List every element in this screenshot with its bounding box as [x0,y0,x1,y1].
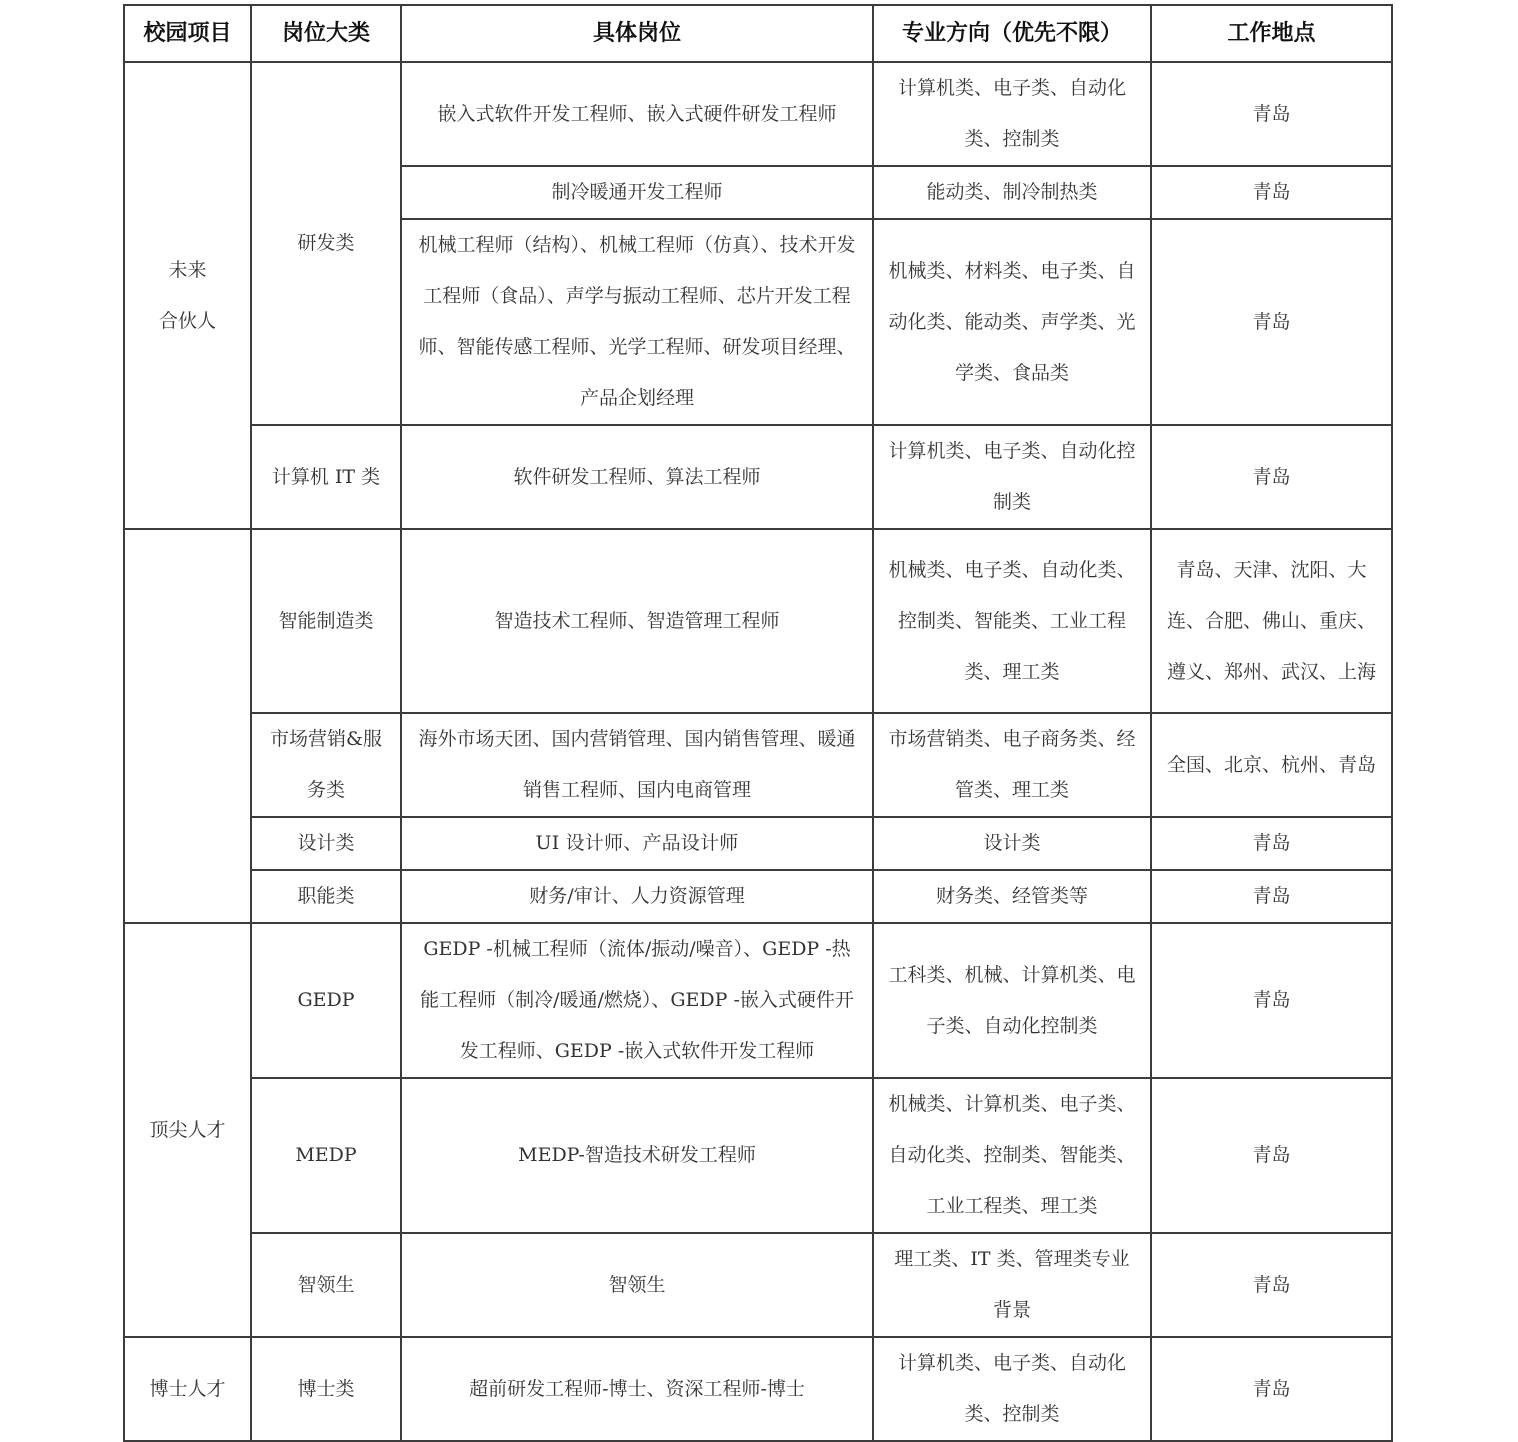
table-row [124,923,1392,1078]
table-row [124,1078,1392,1233]
table-row [124,817,1392,870]
position-cell: UI 设计师、产品设计师 [401,817,873,870]
header-row [124,5,1392,62]
location-cell: 青岛 [1151,62,1392,166]
location-cell: 青岛 [1151,817,1392,870]
category-cell: 计算机 IT 类 [251,425,401,529]
table-row [124,529,1392,713]
location-cell: 青岛 [1151,166,1392,219]
position-cell: GEDP -机械工程师（流体/振动/噪音）、GEDP -热能工程师（制冷/暖通/燃烧）、GEDP -嵌入式硬件开发工程师、GEDP -嵌入式软件开发工程师 [401,923,873,1078]
category-cell: 职能类 [251,870,401,923]
table-row [124,62,1392,166]
major-cell: 计算机类、电子类、自动化控制类 [873,425,1151,529]
header-project: 校园项目 [124,5,251,62]
location-cell: 全国、北京、杭州、青岛 [1151,713,1392,817]
project-cell: 顶尖人才 [124,923,251,1337]
location-cell: 青岛 [1151,1233,1392,1337]
header-category: 岗位大类 [251,5,401,62]
category-cell: 市场营销&服务类 [251,713,401,817]
major-cell: 工科类、机械、计算机类、电子类、自动化控制类 [873,923,1151,1078]
location-cell: 青岛 [1151,923,1392,1078]
position-cell: 财务/审计、人力资源管理 [401,870,873,923]
major-cell: 能动类、制冷制热类 [873,166,1151,219]
category-cell: MEDP [251,1078,401,1233]
header-position: 具体岗位 [401,5,873,62]
category-cell: 智能制造类 [251,529,401,713]
position-cell: 智造技术工程师、智造管理工程师 [401,529,873,713]
position-cell: 智领生 [401,1233,873,1337]
major-cell: 理工类、IT 类、管理类专业背景 [873,1233,1151,1337]
major-cell: 财务类、经管类等 [873,870,1151,923]
position-cell: 嵌入式软件开发工程师、嵌入式硬件研发工程师 [401,62,873,166]
major-cell: 设计类 [873,817,1151,870]
header-major: 专业方向（优先不限） [873,5,1151,62]
location-cell: 青岛、天津、沈阳、大连、合肥、佛山、重庆、遵义、郑州、武汉、上海 [1151,529,1392,713]
major-cell: 机械类、电子类、自动化类、控制类、智能类、工业工程类、理工类 [873,529,1151,713]
category-cell: 设计类 [251,817,401,870]
position-cell: 机械工程师（结构）、机械工程师（仿真）、技术开发工程师（食品）、声学与振动工程师、芯片开发工程师、智能传感工程师、光学工程师、研发项目经理、产品企划经理 [401,219,873,425]
position-cell: MEDP-智造技术研发工程师 [401,1078,873,1233]
category-cell: GEDP [251,923,401,1078]
table-row [124,425,1392,529]
project-cell: 未来 合伙人 [124,62,251,529]
major-cell: 机械类、材料类、电子类、自动化类、能动类、声学类、光学类、食品类 [873,219,1151,425]
major-cell: 计算机类、电子类、自动化类、控制类 [873,1337,1151,1441]
table-row [124,1233,1392,1337]
major-cell: 计算机类、电子类、自动化类、控制类 [873,62,1151,166]
category-cell: 智领生 [251,1233,401,1337]
project-cell [124,529,251,923]
location-cell: 青岛 [1151,870,1392,923]
project-cell: 博士人才 [124,1337,251,1441]
campus-jobs-table [123,4,1393,1442]
location-cell: 青岛 [1151,219,1392,425]
table-row [124,1337,1392,1441]
position-cell: 软件研发工程师、算法工程师 [401,425,873,529]
major-cell: 市场营销类、电子商务类、经管类、理工类 [873,713,1151,817]
table-row [124,713,1392,817]
position-cell: 制冷暖通开发工程师 [401,166,873,219]
major-cell: 机械类、计算机类、电子类、自动化类、控制类、智能类、工业工程类、理工类 [873,1078,1151,1233]
position-cell: 超前研发工程师-博士、资深工程师-博士 [401,1337,873,1441]
location-cell: 青岛 [1151,1337,1392,1441]
table-row [124,870,1392,923]
location-cell: 青岛 [1151,425,1392,529]
location-cell: 青岛 [1151,1078,1392,1233]
category-cell: 博士类 [251,1337,401,1441]
category-cell: 研发类 [251,62,401,425]
header-location: 工作地点 [1151,5,1392,62]
position-cell: 海外市场天团、国内营销管理、国内销售管理、暖通销售工程师、国内电商管理 [401,713,873,817]
